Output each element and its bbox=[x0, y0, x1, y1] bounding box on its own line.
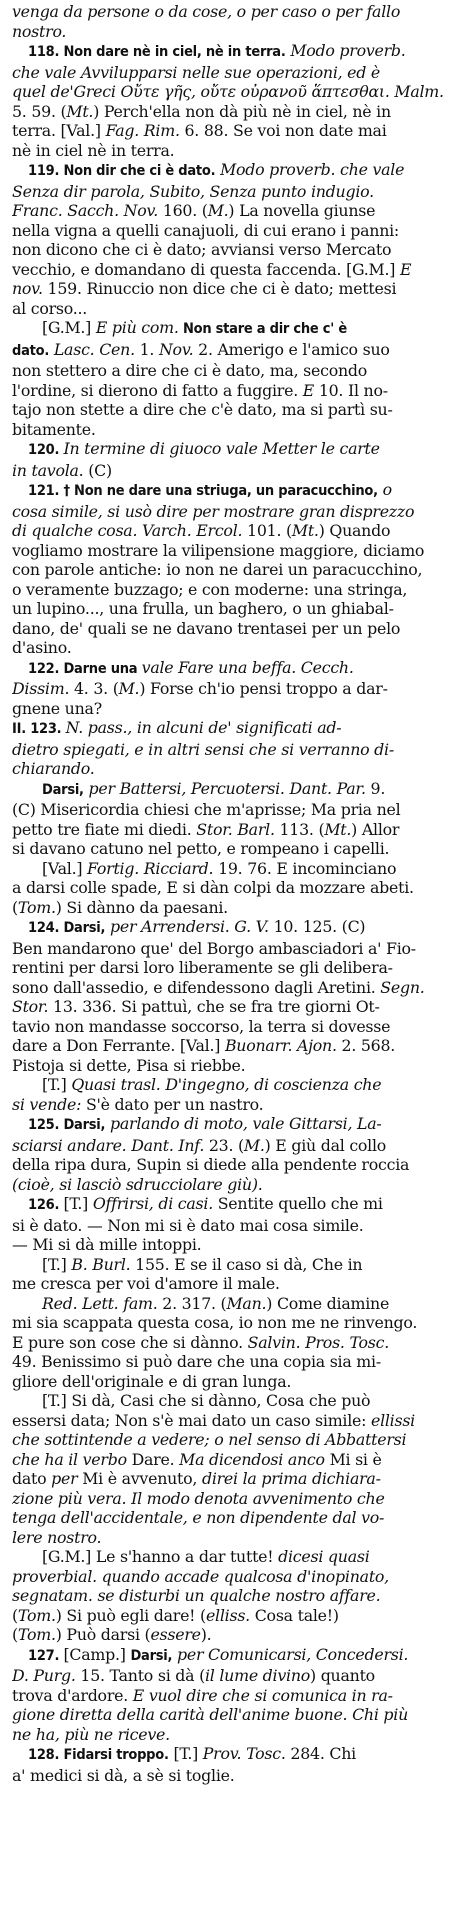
body-text: trova d'ardore. bbox=[12, 1685, 133, 1705]
body-text: 5. 59. ( bbox=[12, 101, 67, 121]
body-text: d'asino. bbox=[12, 638, 72, 657]
text-line bbox=[12, 580, 465, 600]
text-line bbox=[12, 958, 465, 978]
italic-text: Modo proverb. che vale bbox=[215, 160, 405, 179]
text-line bbox=[12, 1036, 465, 1056]
text-line bbox=[12, 1567, 465, 1587]
body-text: Dare. bbox=[126, 1449, 180, 1469]
body-text: 9. bbox=[365, 778, 386, 798]
text-line bbox=[12, 1391, 465, 1411]
italic-text: Mt. bbox=[66, 101, 94, 121]
text-line bbox=[12, 1744, 465, 1766]
text-line bbox=[12, 141, 465, 161]
body-text: 10. Il no- bbox=[314, 380, 388, 400]
text-line bbox=[12, 1017, 465, 1037]
italic-text: B. Burl. bbox=[71, 1254, 131, 1274]
body-text: petto tre fiate mi diedi. bbox=[12, 819, 197, 839]
body-text: nella vigna a quelli canajuoli, di cui erano i panni: bbox=[12, 220, 399, 240]
text-line bbox=[12, 480, 465, 502]
body-text: bitamente. bbox=[12, 419, 96, 439]
text-line bbox=[12, 1056, 465, 1076]
italic-text: Mt. bbox=[291, 521, 319, 540]
italic-text: sciarsi andare. Dant. Inf. bbox=[12, 1135, 205, 1155]
italic-text: Offrirsi, di casi. bbox=[92, 1194, 213, 1213]
headword-text: 124. Darsi, bbox=[28, 920, 106, 936]
italic-text: proverbial. quando accade qualcosa d'inopinato, bbox=[12, 1566, 389, 1586]
italic-text: di qualche cosa. Varch. Ercol. bbox=[12, 521, 243, 540]
headword-text: 119. Non dir che ci è dato. bbox=[28, 163, 216, 179]
body-text: [Camp.] bbox=[63, 1644, 131, 1664]
italic-text: parlando di moto, vale Gittarsi, La- bbox=[105, 1114, 382, 1133]
text-line bbox=[12, 1114, 465, 1136]
body-text: [T.] bbox=[42, 1075, 72, 1094]
text-line bbox=[12, 420, 465, 440]
body-text: dano, de' quali se ne davano trentasei per un pelo bbox=[12, 618, 401, 638]
italic-text: in tavola. bbox=[12, 460, 84, 480]
body-text: non dicono che ci è dato; avviansi verso Mercato bbox=[12, 240, 392, 259]
italic-text: chiarando. bbox=[12, 759, 95, 778]
italic-text: Οὔτε γῆς, οὔτε οὐρανοῦ ἅπτεσθαι. bbox=[120, 82, 390, 101]
body-text: 13. 336. Si pattuì, che se fra tre giorni Ot- bbox=[48, 997, 380, 1016]
text-line bbox=[12, 718, 465, 740]
italic-text: che vale Avvilupparsi nelle sue operazioni, ed è bbox=[12, 62, 380, 82]
body-text: 6. 88. Se voi non date mai bbox=[179, 121, 387, 140]
italic-text: venga da persone o da cose, o per caso o per fallo bbox=[12, 2, 401, 21]
text-line bbox=[12, 1274, 465, 1294]
italic-text: per Battersi, Percuotersi. Dant. Par. bbox=[83, 778, 366, 798]
body-text: [G.M.] bbox=[42, 318, 96, 337]
text-line bbox=[12, 1216, 465, 1236]
text-line bbox=[12, 658, 465, 680]
body-text: dato bbox=[12, 1469, 52, 1488]
body-text: 155. E se il caso si dà, Che in bbox=[130, 1254, 363, 1274]
italic-text: M. bbox=[118, 679, 140, 698]
text-line bbox=[12, 820, 465, 840]
text-line bbox=[12, 740, 465, 760]
body-text: o veramente buzzago; e con moderne: una stringa, bbox=[12, 579, 408, 599]
italic-text: Franc. Sacch. Nov. bbox=[12, 201, 159, 220]
italic-text: Tom. bbox=[17, 1625, 56, 1644]
italic-text: elliss. bbox=[205, 1605, 250, 1625]
text-line bbox=[12, 978, 465, 998]
text-line bbox=[12, 221, 465, 241]
body-text: (C) Misericordia chiesi che m'aprisse; Ma pria nel bbox=[12, 800, 401, 819]
text-line bbox=[12, 63, 465, 83]
text-line bbox=[12, 1352, 465, 1372]
text-line bbox=[12, 160, 465, 182]
body-text: si è dato. — Non mi si è dato mai cosa simile. bbox=[12, 1215, 364, 1235]
body-text: Mi è avvenuto, bbox=[77, 1469, 202, 1488]
italic-text: cosa simile, si usò dire per mostrare gran disprezzo bbox=[12, 501, 415, 521]
italic-text: direi la prima dichiara- bbox=[201, 1469, 381, 1488]
italic-text: Tom. bbox=[17, 1605, 56, 1625]
text-line bbox=[12, 521, 465, 541]
italic-text: segnatam. se disturbi un qualche nostro affare. bbox=[12, 1586, 381, 1605]
text-line bbox=[12, 299, 465, 319]
body-text: [T.] bbox=[42, 1254, 72, 1274]
text-line bbox=[12, 638, 465, 658]
headword-text: 120. bbox=[28, 442, 64, 458]
body-text: gnene una? bbox=[12, 698, 102, 718]
italic-text: Salvin. Pros. Tosc. bbox=[247, 1332, 390, 1352]
text-line bbox=[12, 102, 465, 122]
body-text: terra. [Val.] bbox=[12, 121, 106, 140]
body-text: 2. 317. ( bbox=[157, 1293, 227, 1313]
body-text: con parole antiche: io non ne darei un paracucchino, bbox=[12, 560, 423, 579]
body-text: ) Si può egli dare! ( bbox=[55, 1605, 206, 1625]
italic-text: Quasi trasl. D'ingegno, di coscienza che bbox=[71, 1075, 382, 1094]
italic-text: ne ha, più ne riceve. bbox=[12, 1724, 170, 1744]
body-text: l'ordine, si dierono di fatto a fuggire. bbox=[12, 380, 303, 400]
text-line bbox=[12, 340, 465, 362]
italic-text: (cioè, si lasciò sdrucciolare giù). bbox=[12, 1174, 263, 1194]
italic-text: gione diretta della carità dell'anime buone. Chi più bbox=[12, 1705, 409, 1724]
italic-text: Fortig. Ricciard. bbox=[87, 858, 214, 878]
italic-text: Tom. bbox=[17, 897, 56, 917]
italic-text: dicesi quasi bbox=[278, 1547, 370, 1566]
body-text: essersi data; Non s'è mai dato un caso simile: bbox=[12, 1410, 371, 1430]
italic-text: ellissi bbox=[370, 1410, 415, 1430]
italic-text: Fag. Rim. bbox=[105, 121, 180, 140]
text-line bbox=[12, 1175, 465, 1195]
text-line bbox=[12, 121, 465, 141]
body-text: 49. Benissimo si può dare che una copia sia mi- bbox=[12, 1352, 381, 1371]
text-line bbox=[12, 82, 465, 102]
body-text: a' medici si dà, a sè si toglie. bbox=[12, 1765, 235, 1785]
text-line bbox=[12, 260, 465, 280]
headword-text: dato. bbox=[12, 342, 50, 359]
text-line bbox=[12, 1450, 465, 1470]
body-text: ) Come diamine bbox=[266, 1293, 390, 1313]
body-text: sono dall'assedio, e difendessono dagli Aretini. bbox=[12, 977, 381, 997]
text-line bbox=[12, 541, 465, 561]
italic-text: nostro. bbox=[12, 21, 67, 41]
text-line bbox=[12, 619, 465, 639]
italic-text: E bbox=[399, 259, 412, 279]
text-line bbox=[12, 1255, 465, 1275]
italic-text: per Arrendersi. G. V. bbox=[105, 917, 269, 936]
body-text: Ben mandarono que' del Borgo ambasciadori a' Fio- bbox=[12, 938, 416, 958]
text-line bbox=[12, 1766, 465, 1786]
text-line bbox=[12, 1294, 465, 1314]
body-text: [G.M.] Le s'hanno a dar tutte! bbox=[42, 1547, 279, 1566]
italic-text: Nov. bbox=[158, 339, 194, 359]
body-text: tajo non stette a dire che c'è dato, ma si partì su- bbox=[12, 400, 393, 419]
body-text: (C) bbox=[83, 460, 112, 480]
text-line bbox=[12, 1333, 465, 1353]
text-line bbox=[12, 997, 465, 1017]
text-line bbox=[12, 1528, 465, 1548]
body-text: 15. Tanto si dà ( bbox=[75, 1666, 205, 1685]
body-text: nè in ciel nè in terra. bbox=[12, 140, 175, 160]
text-line bbox=[12, 240, 465, 260]
italic-text: essere bbox=[150, 1625, 201, 1644]
italic-text: si vende: bbox=[12, 1094, 82, 1114]
italic-text: Ma dicendosi anco bbox=[179, 1449, 325, 1469]
text-line bbox=[12, 898, 465, 918]
body-text: si davano catuno nel petto, e rompeano i capelli. bbox=[12, 839, 390, 858]
body-text: Pistoja si dette, Pisa si riebbe. bbox=[12, 1055, 246, 1075]
italic-text: Segn. bbox=[380, 977, 425, 997]
body-text: non stettero a dire che ci è dato, ma, secondo bbox=[12, 361, 367, 380]
text-line bbox=[12, 878, 465, 898]
italic-text: che sottintende a vedere; o nel senso di Abbattersi bbox=[12, 1430, 407, 1449]
text-line bbox=[12, 361, 465, 381]
body-text: ) Allor bbox=[351, 819, 400, 839]
italic-text: Malm. bbox=[389, 82, 444, 101]
text-line bbox=[12, 1469, 465, 1489]
text-line bbox=[12, 1625, 465, 1645]
body-text: 2. 568. bbox=[336, 1036, 396, 1055]
body-text: S'è dato per un nastro. bbox=[81, 1094, 264, 1114]
body-text: 1. bbox=[134, 339, 159, 359]
body-text: 101. ( bbox=[242, 521, 292, 540]
italic-text: E vuol dire che si comunica in ra- bbox=[132, 1685, 393, 1705]
body-text: ) Quando bbox=[318, 521, 391, 540]
text-line bbox=[12, 1666, 465, 1686]
text-line bbox=[12, 41, 465, 63]
italic-text: zione più vera. Il modo denota avvenimento che bbox=[12, 1488, 385, 1508]
body-text: 284. Chi bbox=[285, 1744, 356, 1763]
body-text: [T.] Si dà, Casi che si dànno, Cosa che può bbox=[42, 1391, 371, 1410]
italic-text: nov. bbox=[12, 279, 43, 298]
text-line bbox=[12, 1095, 465, 1115]
italic-text: Dissim. bbox=[12, 679, 70, 698]
text-line bbox=[12, 699, 465, 719]
italic-text: Lasc. Cen. bbox=[49, 339, 135, 359]
text-line bbox=[12, 859, 465, 879]
text-line bbox=[12, 1606, 465, 1626]
italic-text: quel de'Greci bbox=[12, 82, 121, 101]
body-text: ( bbox=[12, 897, 18, 917]
headword-text: Darsi, bbox=[130, 1647, 173, 1664]
body-text: mi sia scappata questa cosa, io non me ne rinvengo. bbox=[12, 1313, 418, 1332]
italic-text: M. bbox=[207, 201, 229, 220]
body-text: — Mi si dà mille intoppi. bbox=[12, 1235, 202, 1254]
italic-text: D. Purg. bbox=[12, 1666, 76, 1685]
italic-text: tenga dell'accidentale, e non dipendente dal vo- bbox=[12, 1508, 385, 1527]
body-text: 160. ( bbox=[158, 201, 208, 220]
italic-text: E bbox=[302, 380, 315, 400]
text-line bbox=[12, 1725, 465, 1745]
text-line bbox=[12, 1372, 465, 1392]
body-text: dare a Don Ferrante. [Val.] bbox=[12, 1036, 225, 1055]
text-line bbox=[12, 1313, 465, 1333]
text-line bbox=[12, 560, 465, 580]
body-text: [Val.] bbox=[42, 858, 88, 878]
headword-text: 126. bbox=[28, 1197, 64, 1213]
text-line bbox=[12, 1155, 465, 1175]
body-text: a darsi colle spade, E si dàn colpi da mozzare abeti. bbox=[12, 878, 414, 897]
text-line bbox=[12, 759, 465, 779]
body-text: 159. Rinuccio non dice che ci è dato; mettesi bbox=[42, 279, 397, 298]
headword-text: 128. Fidarsi troppo. bbox=[28, 1747, 169, 1763]
text-line bbox=[12, 279, 465, 299]
body-text: [T.] bbox=[63, 1194, 93, 1213]
body-text: [T.] bbox=[168, 1744, 203, 1763]
italic-text: Man. bbox=[226, 1293, 267, 1313]
body-text: me cresca per voi d'amore il male. bbox=[12, 1274, 280, 1293]
text-line bbox=[12, 1235, 465, 1255]
body-text: vecchio, e domandano di questa faccenda. [G.M.] bbox=[12, 259, 400, 279]
text-line bbox=[12, 1586, 465, 1606]
body-text: E pure son cose che si dànno. bbox=[12, 1332, 248, 1352]
text-line bbox=[12, 1686, 465, 1706]
italic-text: o bbox=[377, 480, 392, 499]
text-line bbox=[12, 22, 465, 42]
body-text: 19. 76. E incominciano bbox=[213, 858, 397, 878]
italic-text: Modo proverb. bbox=[285, 41, 406, 60]
body-text: gliore dell'originale e di gran lunga. bbox=[12, 1371, 292, 1391]
body-text: della ripa dura, Supin si diede alla pendente roccia bbox=[12, 1155, 410, 1174]
text-line bbox=[12, 1705, 465, 1725]
italic-text: Red. Lett. fam. bbox=[42, 1293, 158, 1313]
text-line bbox=[12, 439, 465, 461]
italic-text: Mt. bbox=[324, 819, 352, 839]
body-text: ) La novella giunse bbox=[228, 201, 376, 220]
italic-text: In termine di giuoco vale Metter le carte bbox=[63, 439, 380, 458]
text-line bbox=[12, 1136, 465, 1156]
italic-text: lere nostro. bbox=[12, 1527, 102, 1547]
text-line bbox=[12, 917, 465, 939]
text-line bbox=[12, 461, 465, 481]
italic-text: M. bbox=[243, 1135, 265, 1155]
italic-text: Buonarr. Ajon. bbox=[224, 1036, 337, 1055]
body-text: 4. 3. ( bbox=[69, 679, 119, 698]
text-line bbox=[12, 1411, 465, 1431]
text-line bbox=[12, 599, 465, 619]
text-line bbox=[12, 400, 465, 420]
body-text: ) Perch'ella non dà più nè in ciel, nè in bbox=[93, 101, 391, 121]
text-line bbox=[12, 800, 465, 820]
text-line bbox=[12, 1508, 465, 1528]
body-text: vogliamo mostrare la vilipensione maggiore, diciamo bbox=[12, 540, 425, 560]
text-line bbox=[12, 2, 465, 22]
text-line bbox=[12, 381, 465, 401]
italic-text: il lume divino bbox=[204, 1666, 311, 1685]
text-line bbox=[12, 939, 465, 959]
body-text: Mi si è bbox=[324, 1449, 382, 1469]
headword-text: 122. Darne una bbox=[28, 660, 142, 677]
headword-text: II. 123. bbox=[12, 721, 66, 737]
body-text: tavio non mandasse soccorso, la terra si dovesse bbox=[12, 1016, 391, 1036]
body-text: ( bbox=[12, 1605, 18, 1625]
body-text: ( bbox=[12, 1625, 18, 1644]
text-line bbox=[12, 502, 465, 522]
text-line bbox=[12, 1547, 465, 1567]
body-text: rentini per darsi loro liberamente se gli delibera- bbox=[12, 958, 393, 977]
body-text: 23. ( bbox=[204, 1135, 244, 1155]
headword-text: 125. Darsi, bbox=[28, 1117, 106, 1133]
text-line bbox=[12, 182, 465, 202]
italic-text: per bbox=[51, 1469, 78, 1488]
italic-text: vale Fare una beffa. Cecch. bbox=[141, 657, 354, 677]
text-line bbox=[12, 679, 465, 699]
body-text: Sentite quello che mi bbox=[212, 1194, 383, 1213]
headword-text: Non stare a dir che c' è bbox=[178, 321, 347, 337]
text-line bbox=[12, 1430, 465, 1450]
headword-text: 121. † Non ne dare una striuga, un paracucchino, bbox=[28, 483, 378, 499]
body-text: ) quanto bbox=[310, 1666, 375, 1685]
italic-text: Prov. Tosc. bbox=[202, 1744, 286, 1763]
text-line bbox=[12, 318, 465, 340]
headword-text: 118. Non dare nè in ciel, nè in terra. bbox=[28, 44, 286, 60]
body-text: ) Forse ch'io pensi troppo a dar- bbox=[139, 679, 388, 698]
italic-text: Stor. bbox=[12, 997, 49, 1016]
body-text: Cosa tale!) bbox=[249, 1605, 339, 1625]
body-text: ) Può darsi ( bbox=[55, 1625, 151, 1644]
italic-text: che ha il verbo bbox=[12, 1449, 127, 1469]
body-text: 10. 125. (C) bbox=[268, 917, 366, 936]
italic-text: Senza dir parola, Subito, Senza punto indugio. bbox=[12, 181, 374, 201]
text-line bbox=[12, 1645, 465, 1667]
body-text: al corso... bbox=[12, 298, 88, 318]
body-text: ) Si dànno da paesani. bbox=[55, 897, 228, 917]
text-line bbox=[12, 839, 465, 859]
body-text: ) E giù dal collo bbox=[264, 1135, 387, 1155]
text-line bbox=[12, 201, 465, 221]
body-text: un lupino..., una frulla, un baghero, o un ghiabal- bbox=[12, 599, 394, 618]
headword-text: 127. bbox=[28, 1647, 64, 1664]
italic-text: per Comunicarsi, Concedersi. bbox=[172, 1644, 409, 1664]
body-text: 2. Amerigo e l'amico suo bbox=[193, 339, 390, 359]
italic-text: dietro spiegati, e in altri sensi che si verranno di- bbox=[12, 739, 394, 759]
text-line bbox=[12, 1075, 465, 1095]
body-text: 113. ( bbox=[274, 819, 325, 839]
italic-text: E più com. bbox=[95, 318, 179, 337]
text-line bbox=[12, 1489, 465, 1509]
body-text: ). bbox=[200, 1625, 212, 1644]
text-line bbox=[12, 779, 465, 801]
italic-text: Stor. Barl. bbox=[196, 819, 275, 839]
headword-text: Darsi, bbox=[42, 781, 84, 798]
text-line bbox=[12, 1194, 465, 1216]
italic-text: N. pass., in alcuni de' significati ad- bbox=[65, 718, 342, 737]
